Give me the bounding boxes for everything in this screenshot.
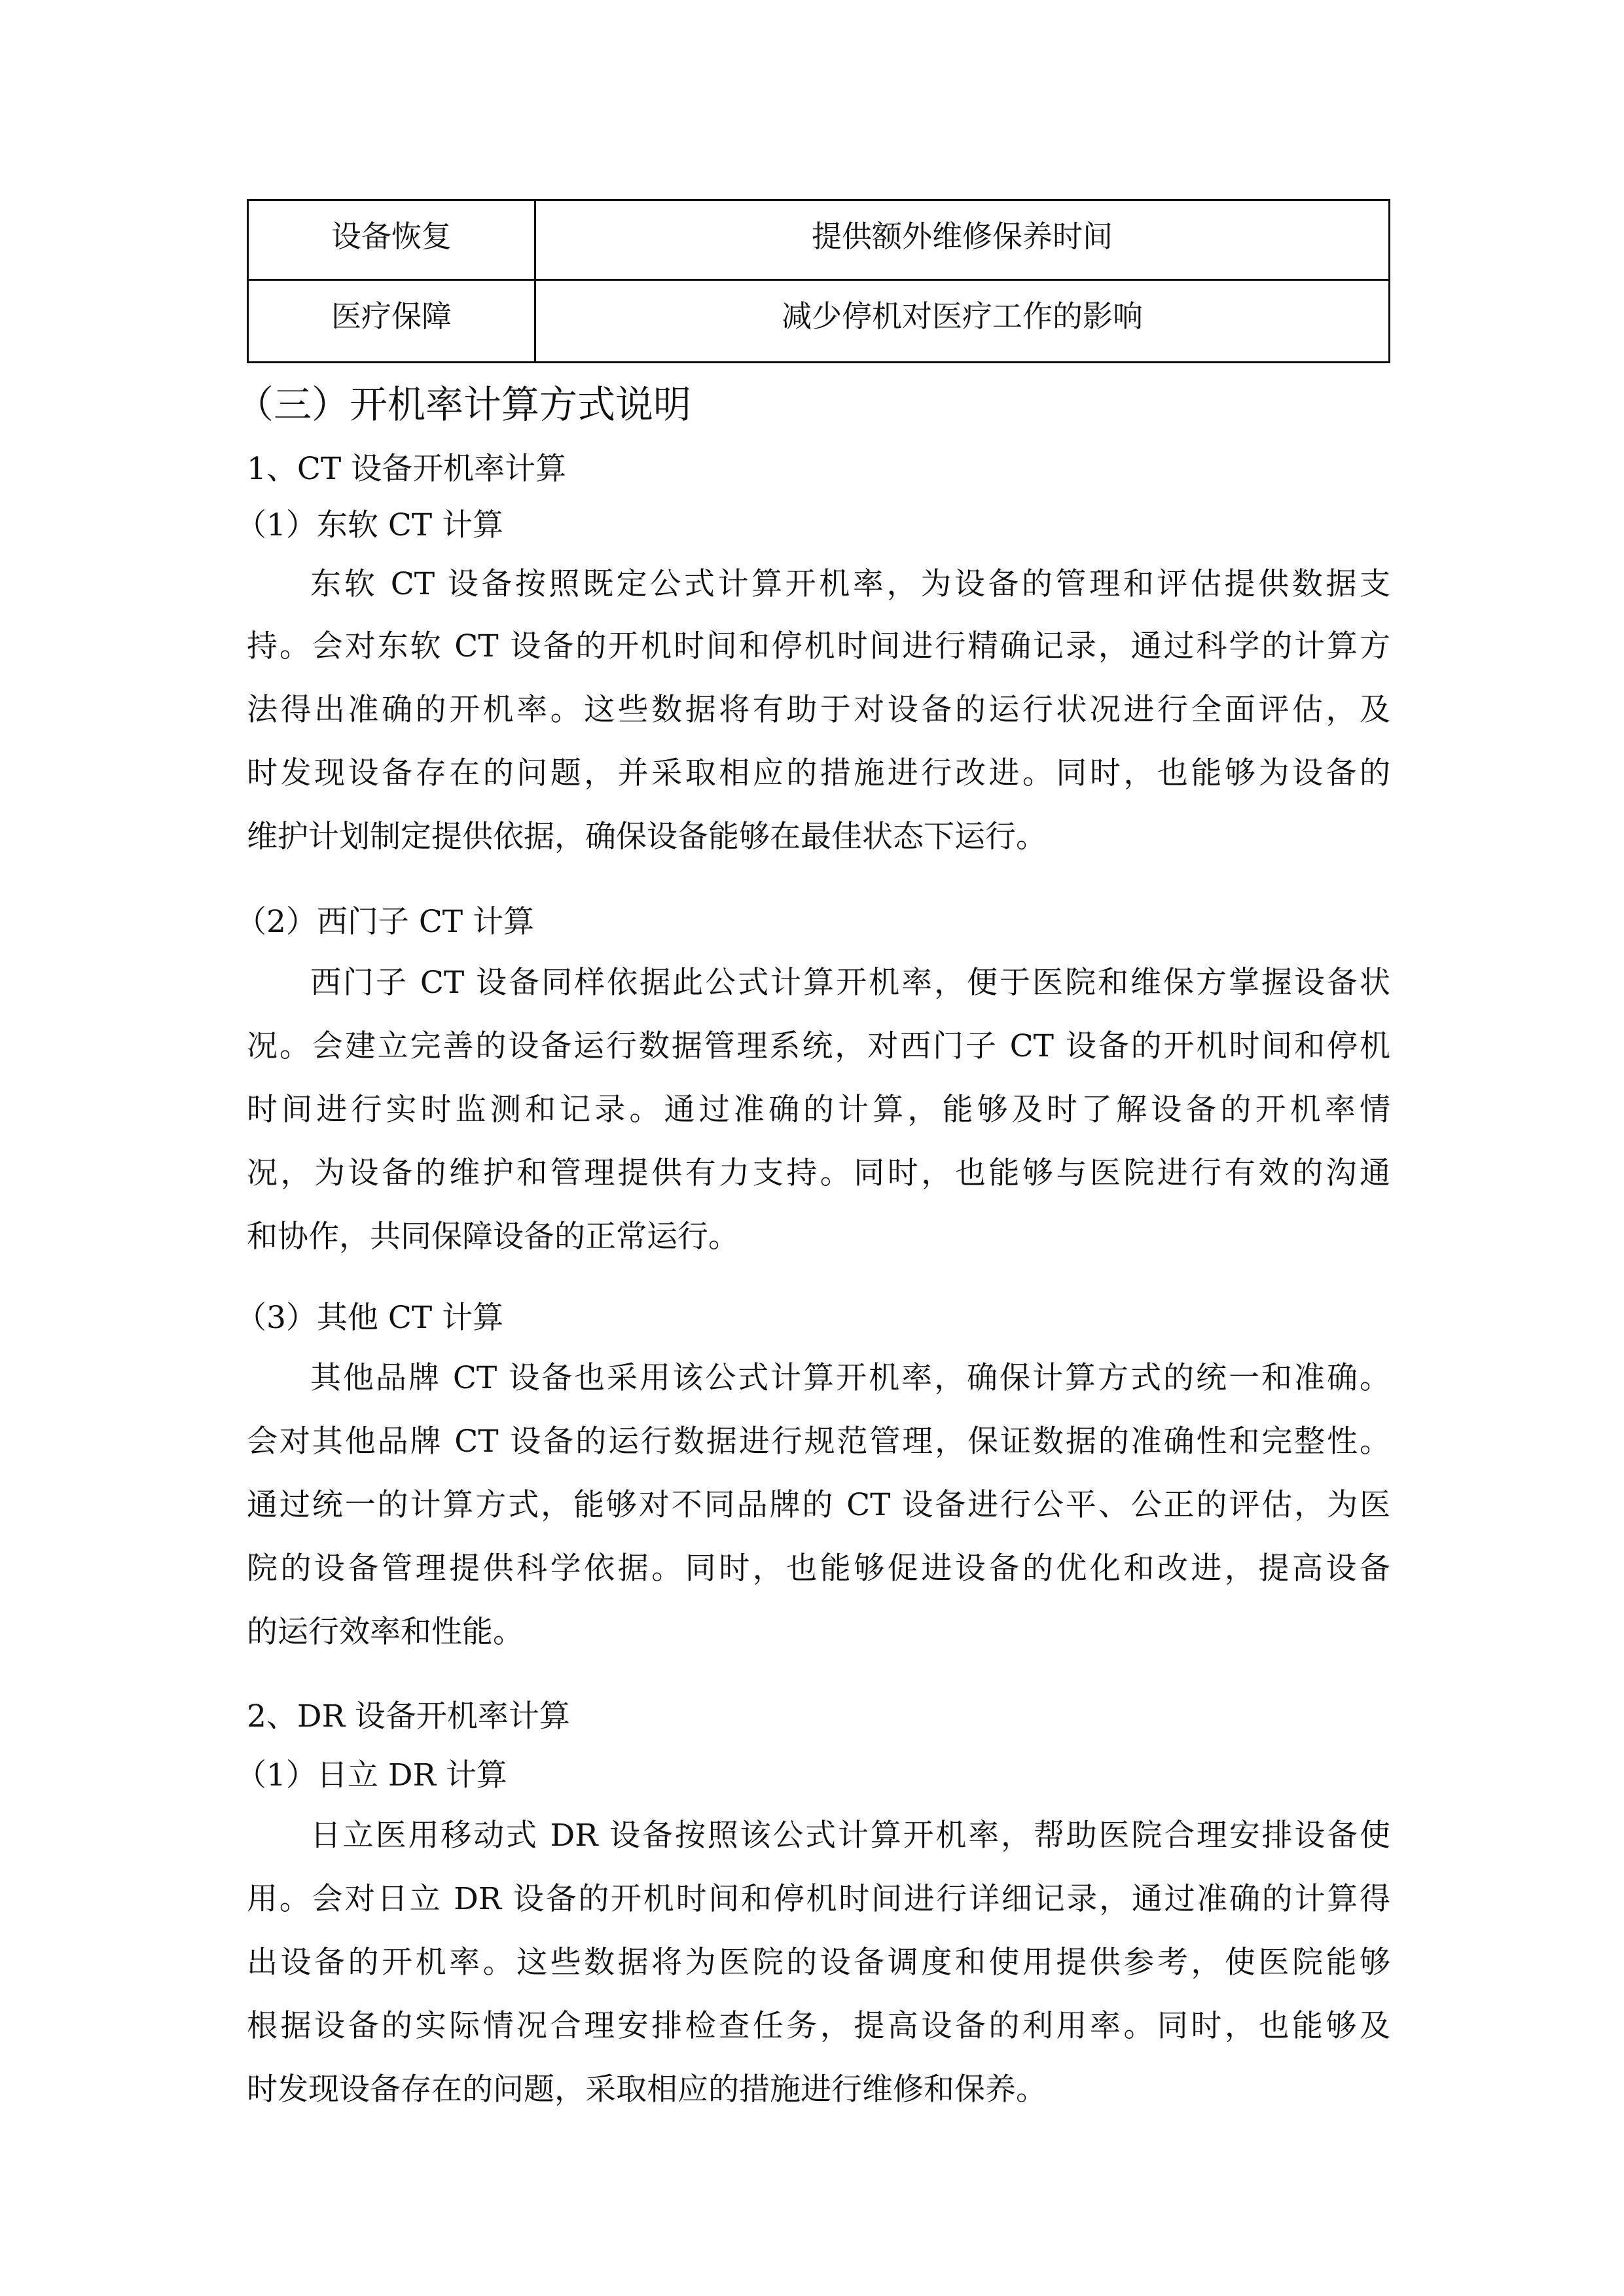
table-cell: 医疗保障 bbox=[248, 280, 535, 363]
paragraph-line: 时间进行实时监测和记录。通过准确的计算，能够及时了解设备的开机率情 bbox=[247, 1092, 1390, 1128]
section-heading: （三）开机率计算方式说明 bbox=[236, 382, 692, 427]
summary-table bbox=[247, 199, 1390, 363]
paragraph-line: 持。会对东软 CT 设备的开机时间和停机时间进行精确记录，通过科学的计算方 bbox=[247, 628, 1390, 664]
paragraph-line: 法得出准确的开机率。这些数据将有助于对设备的运行状况进行全面评估，及 bbox=[247, 692, 1390, 728]
paragraph-line: 日立医用移动式 DR 设备按照该公式计算开机率，帮助医院合理安排设备使 bbox=[310, 1818, 1390, 1854]
table-cell: 减少停机对医疗工作的影响 bbox=[535, 280, 1390, 363]
paragraph-line: 其他品牌 CT 设备也采用该公式计算开机率，确保计算方式的统一和准确。 bbox=[310, 1360, 1390, 1396]
paragraph-line: 况。会建立完善的设备运行数据管理系统，对西门子 CT 设备的开机时间和停机 bbox=[247, 1028, 1390, 1064]
paragraph-line: 会对其他品牌 CT 设备的运行数据进行规范管理，保证数据的准确性和完整性。 bbox=[247, 1424, 1390, 1460]
paragraph-line: 出设备的开机率。这些数据将为医院的设备调度和使用提供参考，使医院能够 bbox=[247, 1945, 1390, 1981]
paragraph-line: 维护计划制定提供依据，确保设备能够在最佳状态下运行。 bbox=[247, 819, 1047, 855]
table-cell: 提供额外维修保养时间 bbox=[535, 200, 1390, 280]
paragraph-line: 根据设备的实际情况合理安排检查任务，提高设备的利用率。同时，也能够及 bbox=[247, 2008, 1390, 2044]
paragraph-line: 和协作，共同保障设备的正常运行。 bbox=[247, 1219, 739, 1255]
other-ct-heading: （3）其他 CT 计算 bbox=[236, 1300, 504, 1336]
neusoft-heading: （1）东软 CT 计算 bbox=[236, 507, 504, 543]
paragraph-line: 时发现设备存在的问题，并采取相应的措施进行改进。同时，也能够为设备的 bbox=[247, 755, 1390, 791]
paragraph-line: 东软 CT 设备按照既定公式计算开机率，为设备的管理和评估提供数据支 bbox=[310, 566, 1390, 602]
paragraph-line: 西门子 CT 设备同样依据此公式计算开机率，便于医院和维保方掌握设备状 bbox=[310, 965, 1390, 1001]
siemens-heading: （2）西门子 CT 计算 bbox=[236, 904, 535, 940]
paragraph-line: 况，为设备的维护和管理提供有力支持。同时，也能够与医院进行有效的沟通 bbox=[247, 1155, 1390, 1191]
paragraph-line: 时发现设备存在的问题，采取相应的措施进行维修和保养。 bbox=[247, 2072, 1047, 2108]
paragraph-line: 用。会对日立 DR 设备的开机时间和停机时间进行详细记录，通过准确的计算得 bbox=[247, 1881, 1390, 1917]
hitachi-heading: （1）日立 DR 计算 bbox=[236, 1757, 507, 1793]
paragraph-line: 通过统一的计算方式，能够对不同品牌的 CT 设备进行公平、公正的评估，为医 bbox=[247, 1487, 1390, 1523]
paragraph-line: 院的设备管理提供科学依据。同时，也能够促进设备的优化和改进，提高设备 bbox=[247, 1551, 1390, 1587]
table-row bbox=[248, 280, 1390, 363]
dr-heading: 2、DR 设备开机率计算 bbox=[247, 1698, 570, 1734]
paragraph-line: 的运行效率和性能。 bbox=[247, 1614, 524, 1650]
ct-heading: 1、CT 设备开机率计算 bbox=[247, 451, 567, 487]
table-row bbox=[248, 200, 1390, 280]
table-cell: 设备恢复 bbox=[248, 200, 535, 280]
